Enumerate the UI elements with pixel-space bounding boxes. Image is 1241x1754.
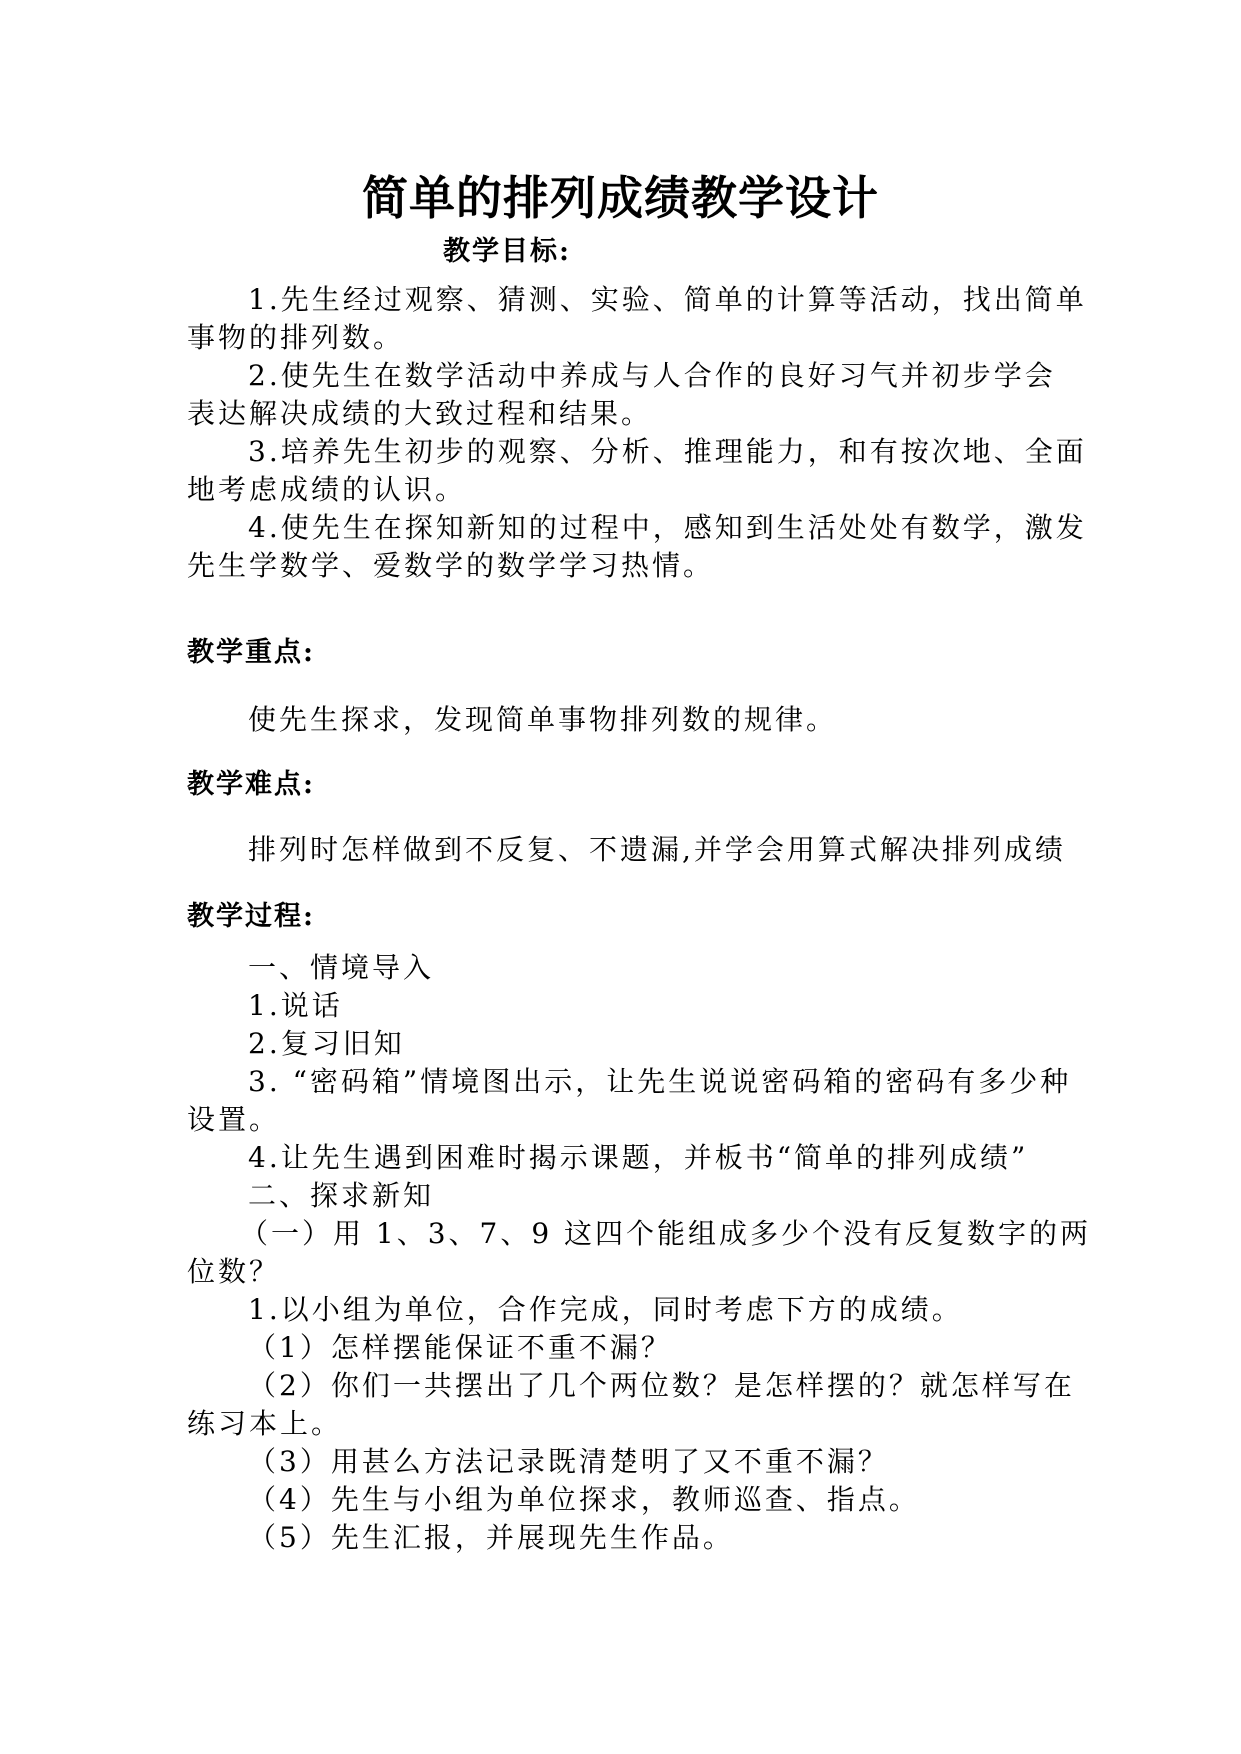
process-line: 位数？ — [187, 1255, 281, 1288]
process-line: 一、情境导入 — [248, 951, 435, 984]
key-points-heading: 教学重点: — [187, 637, 315, 668]
process-line: 2.复习旧知 — [248, 1027, 405, 1060]
objective-1-line2: 事物的排列数。 — [187, 321, 405, 354]
objective-4-line1: 4.使先生在探知新知的过程中，感知到生活处处有数学，激发 — [248, 511, 1087, 544]
process-line: 练习本上。 — [187, 1407, 343, 1440]
difficulties-text: 排列时怎样做到不反复、不遗漏,并学会用算式解决排列成绩 — [248, 833, 1066, 866]
process-line: 1.说话 — [248, 989, 343, 1022]
process-heading: 教学过程: — [187, 901, 315, 932]
process-line: （2）你们一共摆出了几个两位数？是怎样摆的？就怎样写在 — [248, 1369, 1075, 1402]
objective-1-line1: 1.先生经过观察、猜测、实验、简单的计算等活动，找出简单 — [248, 283, 1087, 316]
process-line: （一）用 1、3、7、9 这四个能组成多少个没有反复数字的两 — [240, 1217, 1092, 1250]
process-line: 1.以小组为单位，合作完成，同时考虑下方的成绩。 — [248, 1293, 963, 1326]
process-line: （1）怎样摆能保证不重不漏？ — [248, 1331, 672, 1364]
key-points-text: 使先生探求，发现简单事物排列数的规律。 — [248, 703, 838, 736]
objective-3-line2: 地考虑成绩的认识。 — [187, 473, 467, 506]
objective-2-line1: 2.使先生在数学活动中养成与人合作的良好习气并初步学会 — [248, 359, 1056, 392]
objective-3-line1: 3.培养先生初步的观察、分析、推理能力，和有按次地、全面 — [248, 435, 1087, 468]
objectives-heading: 教学目标: — [443, 236, 571, 267]
objective-4-line2: 先生学数学、爱数学的数学学习热情。 — [187, 549, 715, 582]
page-title: 简单的排列成绩教学设计 — [362, 171, 879, 225]
process-line: （4）先生与小组为单位探求，教师巡查、指点。 — [248, 1483, 920, 1516]
process-line: 3. “密码箱”情境图出示，让先生说说密码箱的密码有多少种 — [248, 1065, 1072, 1098]
process-line: （3）用甚么方法记录既清楚明了又不重不漏？ — [248, 1445, 889, 1478]
process-line: 4.让先生遇到困难时揭示课题，并板书“简单的排列成绩” — [248, 1141, 1029, 1174]
process-line: 设置。 — [187, 1103, 281, 1136]
process-line: 二、探求新知 — [248, 1179, 435, 1212]
process-line: （5）先生汇报，并展现先生作品。 — [248, 1521, 734, 1554]
difficulties-heading: 教学难点: — [187, 769, 315, 800]
objective-2-line2: 表达解决成绩的大致过程和结果。 — [187, 397, 653, 430]
